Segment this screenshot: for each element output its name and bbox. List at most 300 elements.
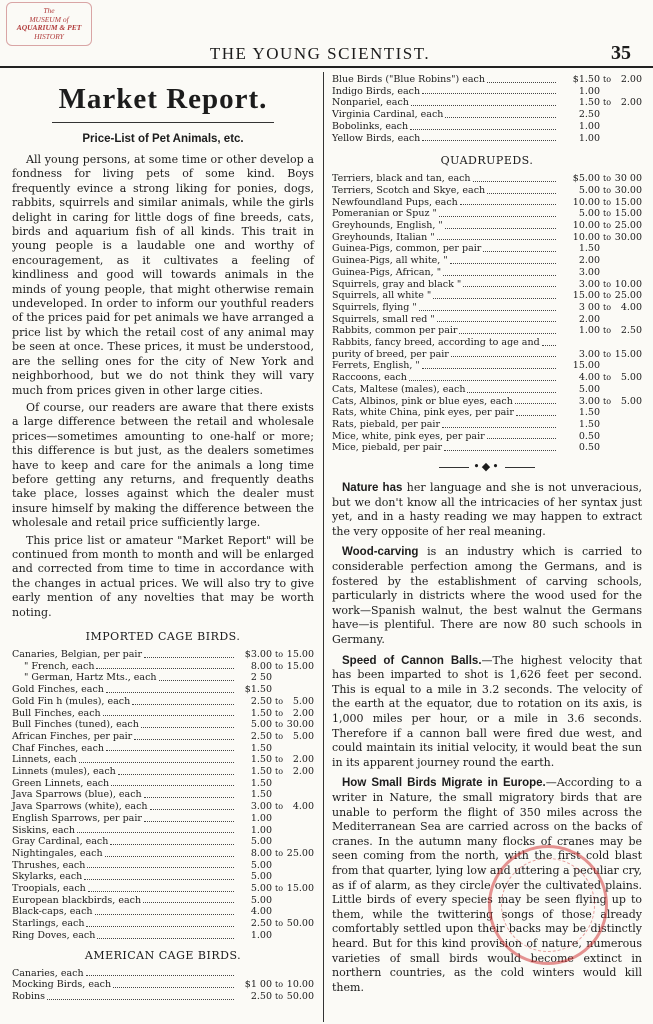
leader-dots <box>132 696 234 705</box>
item-label: " German, Hartz Mts., each <box>24 672 157 684</box>
price-high <box>286 825 314 837</box>
leader-dots <box>467 384 556 393</box>
price-to <box>600 419 614 431</box>
item-label: Ferrets, English, " <box>332 360 420 372</box>
price-high: 10.00 <box>286 979 314 991</box>
price-high: 5.00 <box>292 695 314 707</box>
price-high <box>614 431 642 443</box>
price-low: 1.00 <box>578 132 600 144</box>
item-label: Terriers, black and tan, each <box>332 173 471 185</box>
intro-paragraph: Of course, our readers are aware that there exists a large difference between the retail and wholesale prices—sometimes amounting to one-half or more; this difference is but just, as the dealers sometimes have to keep and care for the animals a long time before getting any returns, and frequently deaths take place, losses against which the dealer must insure himself by making the difference between the wholesale and retail price sufficiently large. <box>12 400 314 530</box>
price-low: 1.50 <box>578 418 600 430</box>
price-to <box>272 778 286 790</box>
price-row <box>12 813 314 825</box>
item-label: Guinea-Pigs, common, per pair <box>332 243 482 255</box>
leader-dots <box>159 672 234 681</box>
item-label: Gold Finches, each <box>12 684 104 696</box>
price-low: 1.50 <box>250 707 272 719</box>
leader-dots <box>77 825 234 834</box>
price-low: 5.00 <box>250 894 272 906</box>
leader-dots <box>86 918 234 927</box>
heading-rule <box>52 122 274 123</box>
item-label: Squirrels, flying " <box>332 301 417 313</box>
item-label: Linnets, each <box>12 754 77 766</box>
price-high: 2.50 <box>620 325 642 337</box>
price-row <box>332 243 642 255</box>
journal-title: THE YOUNG SCIENTIST. <box>209 44 431 63</box>
item-label: Rats, white China, pink eyes, per pair <box>332 407 514 419</box>
leader-dots <box>134 731 234 740</box>
museum-stamp <box>488 845 608 965</box>
article-text: her language and she is not unveracious, but we don't know all the intricacies of her syntax just yet, and in a hasty reading we may happen to extract the very opposite of her real meaning. <box>332 481 642 538</box>
item-label: Bull Finches, each <box>12 707 101 719</box>
article-lead: Wood-carving <box>342 546 419 559</box>
price-low: 1.50 <box>250 754 272 766</box>
item-label: Bull Finches (tuned), each <box>12 719 139 731</box>
price-to <box>272 789 286 801</box>
item-label: " French, each <box>24 660 95 672</box>
price-row <box>12 754 314 766</box>
leader-dots <box>84 871 234 880</box>
price-high: 2.00 <box>620 97 642 109</box>
price-high <box>614 255 642 267</box>
market-report-heading: Market Report. <box>58 83 268 115</box>
price-high: 5.00 <box>620 372 642 384</box>
price-to <box>600 243 614 255</box>
price-to: to <box>602 75 612 84</box>
leader-dots <box>433 290 556 299</box>
price-low: 2.50 <box>250 990 272 1002</box>
leader-dots <box>422 360 556 369</box>
price-to: to <box>602 232 612 242</box>
price-to <box>600 121 614 133</box>
article-paragraph <box>332 545 642 647</box>
price-to: to <box>602 197 612 207</box>
price-high: 15.00 <box>286 649 314 660</box>
item-label: Robins <box>12 990 45 1002</box>
leader-dots <box>118 766 234 775</box>
item-label: Mocking Birds, each <box>12 979 112 991</box>
price-high: 2.00 <box>292 766 314 778</box>
item-label: Greyhounds, Italian " <box>332 231 435 243</box>
item-label: Raccoons, each <box>332 372 407 384</box>
price-high: 5.00 <box>292 730 314 742</box>
price-row <box>332 133 642 145</box>
price-to <box>600 314 614 326</box>
price-low <box>558 337 600 349</box>
price-high <box>286 871 314 883</box>
price-row <box>12 883 314 895</box>
price-to: to <box>602 291 612 301</box>
price-high: 2.00 <box>620 74 642 85</box>
price-to: to <box>274 991 284 1001</box>
item-label: Gold Fin h (mules), each <box>12 695 131 707</box>
item-label: Canaries, each <box>12 967 84 979</box>
item-label: Canaries, Belgian, per pair <box>12 649 143 660</box>
item-label: Mice, piebald, per pair <box>332 442 442 454</box>
item-label: Gray Cardinal, each <box>12 836 109 848</box>
leader-dots <box>422 133 556 142</box>
price-to <box>600 133 614 145</box>
price-high <box>286 672 314 684</box>
price-high <box>614 442 642 454</box>
item-label: Ring Doves, each <box>12 929 96 941</box>
leader-dots <box>443 267 556 276</box>
price-high <box>286 684 314 696</box>
price-row <box>12 848 314 860</box>
price-high <box>614 109 642 121</box>
price-high: 15.00 <box>614 208 642 220</box>
leader-dots <box>450 255 556 264</box>
item-label: Troopials, each <box>12 883 86 895</box>
price-to <box>272 968 286 980</box>
price-to <box>272 871 286 883</box>
item-label: Java Sparrows (blue), each <box>12 789 142 801</box>
price-high: 10.00 <box>614 278 642 290</box>
price-to: to <box>602 326 612 336</box>
price-low: $3.00 <box>244 649 272 660</box>
price-row <box>332 267 642 279</box>
price-to: to <box>274 720 284 730</box>
american-birds-heading: AMERICAN CAGE BIRDS. <box>84 948 242 962</box>
article-paragraph <box>332 654 642 771</box>
price-row <box>332 109 642 121</box>
leader-dots <box>410 121 556 130</box>
item-label: Siskins, each <box>12 824 75 836</box>
price-to: to <box>602 396 612 406</box>
price-low: 1.50 <box>578 243 600 255</box>
price-to: to <box>274 708 284 718</box>
price-row <box>12 649 314 661</box>
price-to: to <box>274 731 284 741</box>
column-divider <box>323 72 324 1022</box>
price-high <box>286 860 314 872</box>
leader-dots <box>97 930 234 939</box>
price-to <box>272 813 286 825</box>
price-row <box>332 220 642 232</box>
price-high: 25.00 <box>614 290 642 302</box>
price-low: 2.50 <box>250 695 272 707</box>
article-lead: How Small Birds Migrate in Europe. <box>342 777 546 790</box>
item-label: African Finches, per pair <box>12 730 133 742</box>
leader-dots <box>87 860 234 869</box>
price-high <box>286 930 314 942</box>
price-row <box>12 968 314 980</box>
price-to: to <box>274 696 284 706</box>
price-to <box>600 442 614 454</box>
price-low: 5.00 <box>250 836 272 848</box>
price-high: 15.00 <box>614 196 642 208</box>
leader-dots <box>473 173 556 182</box>
leader-dots <box>444 442 556 451</box>
price-low: 0.50 <box>578 442 600 454</box>
price-high <box>614 267 642 279</box>
imported-birds-heading: IMPORTED CAGE BIRDS. <box>85 630 241 643</box>
price-row <box>332 208 642 220</box>
leader-dots <box>144 789 234 798</box>
price-low: 5.00 <box>250 719 272 731</box>
price-low: 1.00 <box>250 929 272 941</box>
price-high <box>614 407 642 419</box>
price-low: $1 00 <box>244 979 272 991</box>
price-row <box>332 121 642 133</box>
price-high <box>614 121 642 133</box>
price-row <box>332 86 642 98</box>
leader-dots <box>445 220 556 229</box>
price-to <box>600 407 614 419</box>
price-low: 3 00 <box>578 301 600 313</box>
price-row <box>12 766 314 778</box>
price-row <box>12 696 314 708</box>
price-low: 15.00 <box>572 360 600 372</box>
leader-dots <box>422 86 556 95</box>
price-to: to <box>274 767 284 777</box>
price-low <box>236 968 272 980</box>
price-low: 1.00 <box>578 85 600 97</box>
leader-dots <box>79 754 234 763</box>
article-text: is an industry which is carried to considerable perfection among the Germans, and is fostered by the establishment of carving schools, particularly in districts where the wood used for the work—Spanish walnut, the best walnut the Germans have—is plentiful. There are now 80 such schools in Germany. <box>332 545 642 647</box>
price-to: to <box>602 302 612 312</box>
price-row <box>332 197 642 209</box>
price-high: 25.00 <box>286 847 314 859</box>
price-high <box>614 314 642 326</box>
price-to <box>600 360 614 372</box>
leader-dots <box>111 778 234 787</box>
price-low: 1.50 <box>250 777 272 789</box>
price-high: 15.00 <box>286 883 314 895</box>
item-label: Skylarks, each <box>12 871 83 883</box>
price-low: 3.00 <box>578 395 600 407</box>
price-row <box>332 302 642 314</box>
price-row <box>332 314 642 326</box>
price-to: to <box>274 755 284 765</box>
price-to <box>600 267 614 279</box>
price-to: to <box>274 884 284 894</box>
price-high <box>286 743 314 755</box>
leader-dots <box>487 185 556 194</box>
price-row <box>332 232 642 244</box>
leader-dots <box>113 979 234 988</box>
price-to: to <box>602 98 612 108</box>
leader-dots <box>144 649 234 658</box>
price-high <box>614 360 642 372</box>
imported-birds-list <box>12 649 314 942</box>
item-label: Rabbits, common per pair <box>332 325 458 337</box>
price-row <box>332 74 642 86</box>
price-high: 5.00 <box>620 395 642 407</box>
price-low: 5.00 <box>578 208 600 220</box>
price-row <box>332 279 642 291</box>
price-low: 3.00 <box>250 801 272 813</box>
item-label: Greyhounds, English, " <box>332 220 443 232</box>
price-low: 2.00 <box>578 255 600 267</box>
american-birds-continued-list <box>332 74 642 144</box>
item-label: Squirrels, all white " <box>332 290 432 302</box>
leader-dots <box>110 836 234 845</box>
price-high: 30.00 <box>286 719 314 731</box>
leader-dots <box>483 243 556 252</box>
article-lead: Speed of Cannon Balls. <box>342 654 482 667</box>
price-row <box>12 860 314 872</box>
intro-paragraph: This price list or amateur "Market Report" will be continued from month to month and will be enlarged and corrected from time to time in accordance with the changes in actual prices. We will also try to give early mention of any novelties that may be worth noting. <box>12 533 314 619</box>
price-high <box>286 836 314 848</box>
leader-dots <box>95 906 234 915</box>
price-row <box>332 372 642 384</box>
price-low: 5.00 <box>578 184 600 196</box>
price-high <box>614 243 642 255</box>
leader-dots <box>451 349 556 358</box>
price-row <box>332 442 642 454</box>
price-row <box>332 431 642 443</box>
price-row <box>12 991 314 1003</box>
price-to <box>600 255 614 267</box>
leader-dots <box>103 708 234 717</box>
item-label: Starlings, each <box>12 918 85 930</box>
ornamental-divider: •◆• <box>332 460 642 473</box>
price-high <box>614 337 642 349</box>
price-row <box>12 661 314 673</box>
price-row <box>332 290 642 302</box>
price-high: 30 00 <box>614 173 642 185</box>
leader-dots <box>516 407 556 416</box>
quadrupeds-list <box>332 173 642 454</box>
item-label: Rabbits, fancy breed, according to age and <box>332 337 540 349</box>
price-to <box>272 930 286 942</box>
price-row <box>332 407 642 419</box>
price-high <box>286 789 314 801</box>
item-label: Rats, piebald, per pair <box>332 418 441 430</box>
price-to: to <box>274 919 284 929</box>
item-label: Guinea-Pigs, African, " <box>332 266 442 278</box>
leader-dots <box>106 743 234 752</box>
price-to: to <box>602 174 612 184</box>
price-high: 15.00 <box>286 660 314 672</box>
leader-dots <box>445 109 556 118</box>
price-row <box>332 384 642 396</box>
price-row <box>12 906 314 918</box>
price-to <box>600 109 614 121</box>
item-label: Indigo Birds, each <box>332 85 421 97</box>
price-high: 4.00 <box>292 801 314 813</box>
museum-logo: The MUSEUM of AQUARIUM & PET HISTORY <box>6 2 92 46</box>
item-label: Newfoundland Pups, each <box>332 196 458 208</box>
price-low: 1.00 <box>578 120 600 132</box>
price-low: 2.00 <box>578 313 600 325</box>
price-row <box>12 979 314 991</box>
price-low: 10.00 <box>572 231 600 243</box>
article-lead: Nature has <box>342 482 403 495</box>
item-label: Mice, white, pink eyes, per pair <box>332 430 485 442</box>
page-number: 35 <box>611 42 631 64</box>
price-high <box>614 133 642 145</box>
price-low: 1.00 <box>250 824 272 836</box>
price-to: to <box>274 980 284 990</box>
leader-dots <box>409 372 556 381</box>
leader-dots <box>141 719 234 728</box>
price-low: 1.50 <box>578 97 600 109</box>
price-low: 5.00 <box>250 859 272 871</box>
price-row <box>332 325 642 337</box>
american-birds-list <box>12 968 314 1003</box>
item-label: Squirrels, small red " <box>332 313 435 325</box>
price-low: 1.50 <box>250 742 272 754</box>
price-row <box>12 684 314 696</box>
price-low: 10.00 <box>572 196 600 208</box>
item-label: Green Linnets, each <box>12 777 110 789</box>
price-row <box>12 743 314 755</box>
price-high: 30.00 <box>614 184 642 196</box>
price-low: 1.50 <box>578 407 600 419</box>
price-low: 8.00 <box>250 660 272 672</box>
price-high <box>614 384 642 396</box>
price-high <box>614 86 642 98</box>
leader-dots <box>459 325 556 334</box>
leader-dots <box>460 197 556 206</box>
price-row <box>332 337 642 349</box>
price-row <box>12 871 314 883</box>
price-to <box>272 860 286 872</box>
item-label: Cats, Albinos, pink or blue eyes, each <box>332 395 513 407</box>
leader-dots <box>96 661 234 670</box>
leader-dots <box>437 232 556 241</box>
price-low: 8.00 <box>250 847 272 859</box>
price-low: 5.00 <box>250 883 272 895</box>
price-row <box>12 895 314 907</box>
price-to: to <box>602 209 612 219</box>
price-high <box>286 778 314 790</box>
item-label: Guinea-Pigs, all white, " <box>332 255 448 267</box>
price-low: 0.50 <box>578 430 600 442</box>
price-to <box>272 825 286 837</box>
price-low: 15.00 <box>572 290 600 302</box>
price-high: 2.00 <box>292 754 314 766</box>
price-row <box>12 719 314 731</box>
price-row <box>12 778 314 790</box>
price-list-subhead: Price-List of Pet Animals, etc. <box>82 133 244 145</box>
price-row <box>12 930 314 942</box>
price-low: 1.50 <box>250 789 272 801</box>
price-to: to <box>602 373 612 383</box>
price-row <box>12 825 314 837</box>
item-label: Thrushes, each <box>12 859 86 871</box>
price-high: 50.00 <box>286 990 314 1002</box>
item-label: Squirrels, gray and black " <box>332 278 462 290</box>
price-row <box>332 349 642 361</box>
item-label: European blackbirds, each <box>12 894 142 906</box>
item-label: Chaf Finches, each <box>12 742 105 754</box>
item-label: Terriers, Scotch and Skye, each <box>332 184 486 196</box>
item-label: Nonpariel, each <box>332 97 409 109</box>
price-low: 2.50 <box>578 109 600 121</box>
price-to: to <box>602 349 612 359</box>
leader-dots <box>487 431 556 440</box>
price-to <box>600 384 614 396</box>
intro-paragraph: All young persons, at some time or other develop a fondness for living pets of some kind. Boys frequently evince a strong liking for ponies, dogs, rabbits, squirrels and similar animals, while the girls delight in caring for little dogs of fine breeds, cats, birds and aquarium fish of all kinds. This trait in young people is a laudable one and worthy of encouragement, as it cultivates a feeling of kindliness and good will towards animals in the minds of young people, that might otherwise remain undeveloped. In order to inform our youthful readers of the prices paid for pet animals we have arranged a price list by which the retail cost of any animal may be seen at once. These prices, it must be understood, are the selling ones for the city of New York and neighborhood, but we do not think they will vary much from prices given in other large cities. <box>12 153 315 397</box>
leader-dots <box>411 97 556 106</box>
leader-dots <box>105 848 234 857</box>
article-text: —According to a writer in Nature, the small migratory birds that are unable to perform the flight of 350 miles across the Mediterranean Sea are carried across on the backs of cranes. In the autumn many flocks of cranes may be seen coming from the north, with the first cold blast from that quarter, lying low and uttering a peculiar cry, as if of alarm, as they circle over the cultivated plains. Little birds of every species may be seen flying up to them, while the twittering songs of those already comfortably settled upon their backs may be distinctly heard. But for this kind provision of nature, numerous varieties of small birds would become extinct in northern countries, as the cold winters would kill them. <box>332 776 642 994</box>
price-low: 5.00 <box>578 383 600 395</box>
price-low: 3.00 <box>578 348 600 360</box>
price-to <box>600 337 614 349</box>
item-label: Bobolinks, each <box>332 120 409 132</box>
price-to <box>272 672 286 684</box>
price-to: to <box>274 802 284 812</box>
price-row <box>12 789 314 801</box>
price-row <box>332 396 642 408</box>
price-to <box>272 895 286 907</box>
price-low: 1.00 <box>578 325 600 337</box>
